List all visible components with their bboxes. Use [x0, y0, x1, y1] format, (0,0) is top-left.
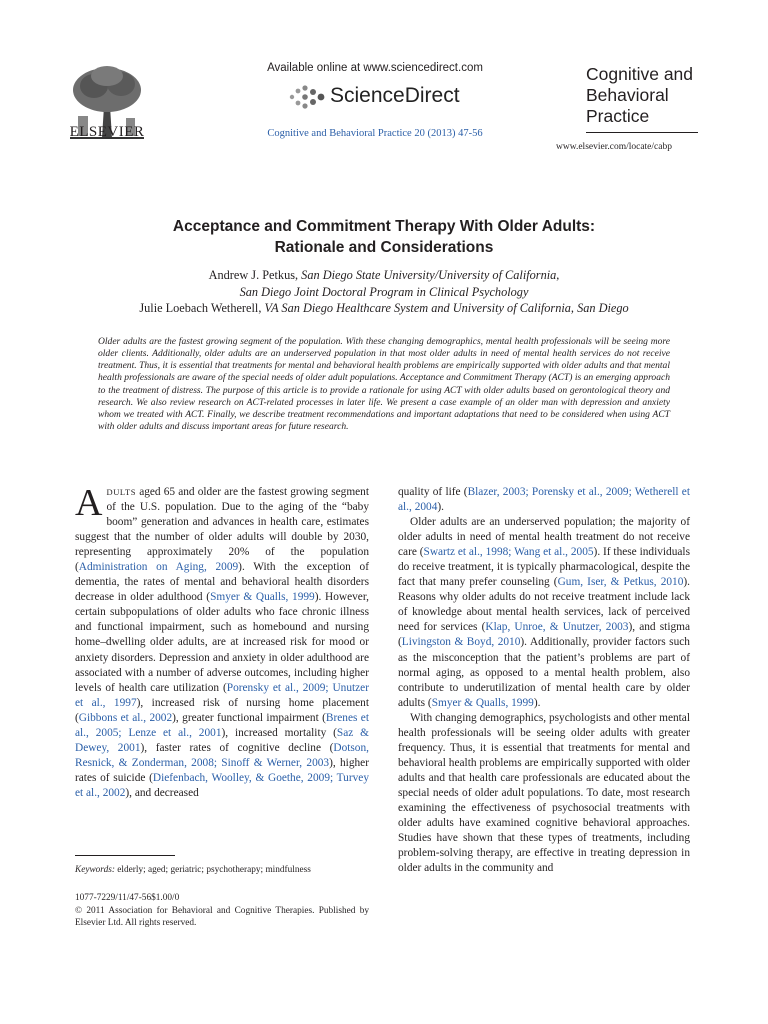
citation-link[interactable]: Administration on Aging, 2009 [78, 561, 239, 574]
citation-link[interactable]: Smyer & Qualls, 1999 [431, 696, 534, 709]
small-caps-lead: DULTS [106, 487, 137, 497]
citation-link[interactable]: Diefenbach, Woolley, & Goethe, 2009; Turvey et al., 2002 [75, 771, 370, 799]
paragraph-runs [75, 482, 370, 799]
body-column-right [398, 485, 690, 876]
text-run: ), higher rates of suicide ( [75, 756, 369, 784]
text-run: ), faster rates of cognitive decline ( [140, 741, 334, 754]
paragraph [398, 515, 690, 711]
author-block [80, 267, 688, 317]
footnote-divider [75, 855, 175, 856]
drop-cap: A [75, 482, 103, 524]
available-online-text[interactable]: Available online at www.sciencedirect.com [267, 62, 483, 74]
citation-link[interactable]: Dotson, Resnick, & Zonderman, 2008; Sinoff & Werner, 2003 [75, 741, 369, 769]
journal-url[interactable]: www.elsevier.com/locate/cabp [556, 142, 672, 152]
text-run: ), increased risk of nursing home placement ( [75, 696, 370, 724]
journal-divider [586, 132, 698, 133]
citation-link[interactable]: Swartz et al., 1998; Wang et al., 2005 [423, 546, 594, 559]
citation-link[interactable]: Klap, Unroe, & Unutzer, 2003 [485, 621, 629, 634]
text-run: ). [533, 696, 541, 709]
text-run: ), increased mortality ( [221, 726, 337, 739]
publisher-name: ELSEVIER [69, 124, 145, 140]
citation-link[interactable]: Saz & Dewey, 2001 [75, 726, 369, 754]
copyright-notice: © 2011 Association for Behavioral and Cognitive Therapies. Published by Elsevier Ltd. All rights reserved. [75, 906, 369, 928]
citation-link[interactable]: Smyer & Qualls, 1999 [210, 591, 315, 604]
text-run: ). However, certain subpopulations of older adults who face chronic illness and functional impairment, such as homebound and nursing home–dwelling older adults, are at increased risk for mood or anxiety disorders. Depression and anxiety in older adulthood are associated with a number of adverse outcomes, including higher levels of health care utilization ( [75, 591, 369, 694]
author-affiliation: San Diego State University/University of California, [301, 268, 560, 282]
paragraph: With changing demographics, psychologists and other mental health professionals will be seeing older adults with greater frequency. Thus, it is essential that treatments for mental and behavioral health problems are empirically supported with older adults and that health care professionals are educated about the special needs of older adult populations. To date, most research examining the effectiveness of psychosocial treatments with older adults have examined cognitive behavioral approaches. Studies have shown that these types of treatments, including problem-solving therapy, are effective in treating depression in older adults in the community and [398, 711, 690, 875]
keywords [75, 865, 369, 875]
citation-link[interactable]: Livingston & Boyd, 2010 [401, 636, 521, 649]
text-run: ). Reasons why older adults do not receive treatment include lack of knowledge about mental health services, lack of perceived need for services ( [398, 576, 691, 634]
citation-link[interactable]: Gum, Iser, & Petkus, 2010 [557, 576, 684, 589]
text-run: ), greater functional impairment ( [172, 711, 326, 724]
keywords-label: Keywords: [75, 865, 115, 875]
citation-link[interactable]: Brenes et al., 2005; Lenze et al., 2001 [75, 711, 369, 739]
journal-citation[interactable]: Cognitive and Behavioral Practice 20 (2013) 47-56 [267, 128, 483, 139]
text-run: ). If these individuals do receive treatment, it is typically pharmacological, despite the fact that many prefer counseling ( [398, 546, 690, 589]
article-title [80, 216, 688, 258]
paragraph [398, 485, 690, 515]
journal-title-line: Behavioral [586, 85, 669, 105]
text-run: quality of life ( [398, 486, 468, 498]
text-run: Older adults are an underserved population; the majority of older adults in need of mental health treatment do not receive care ( [398, 516, 690, 559]
journal-title [586, 64, 706, 127]
author-affiliation: VA San Diego Healthcare System and University of California, San Diego [264, 301, 629, 315]
text-run: ), and stigma ( [398, 621, 690, 649]
sciencedirect-wordmark[interactable]: ScienceDirect [330, 84, 460, 107]
text-run: ), and decreased [125, 786, 199, 799]
abstract: Older adults are the fastest growing segment of the population. With these changing demographics, mental health professionals will be seeing more older clients. Additionally, older adults are an underserved population in that most older adults in need of mental health services do not receive treatment. Thus, it is essential that treatments for mental and behavioral health problems are empirically supported with older adults and that mental health professionals are aware of the special needs of older adult populations. Acceptance and Commitment Therapy (ACT) is an emerging approach to the treatment of distress. The purpose of this article is to provide a rationale for using ACT with older adults based on gerontological theory and research. We also review research on ACT-related processes in later life. We present a case example of an older man with depression and anxiety whom we treated with ACT. Finally, we describe treatment recommendations and important adaptations that need to be considered when using ACT with older adults and discuss important areas for future research. [98, 336, 670, 433]
intro-paragraph [75, 482, 370, 801]
sciencedirect-dots-icon [288, 84, 328, 110]
journal-title-line: Practice [586, 106, 650, 126]
author-affiliation: San Diego Joint Doctoral Program in Clinical Psychology [239, 284, 529, 299]
text-run: ). With the exception of dementia, the rates of mental and behavioral health disorders decrease in older adulthood ( [75, 561, 370, 604]
title-line-1: Acceptance and Commitment Therapy With Older Adults: [172, 218, 596, 235]
journal-title-line: Cognitive and [586, 64, 694, 84]
author-name: Andrew J. Petkus, [208, 268, 302, 282]
text-run: ). Additionally, provider factors such as the misconception that the patient’s problems are part of normal aging, as opposed to a mental health problem, also contribute to underutilization of mental health care by older adults ( [398, 636, 690, 709]
issn-line: 1077-7229/11/47-56$1.00/0 [75, 893, 180, 903]
title-line-2: Rationale and Considerations [274, 239, 494, 256]
citation-link[interactable]: Porensky et al., 2009; Unutzer et al., 1997 [75, 681, 369, 709]
citation-link[interactable]: Gibbons et al., 2002 [78, 711, 173, 724]
body-column-left [75, 482, 370, 801]
citation-link[interactable]: Blazer, 2003; Porensky et al., 2009; Wetherell et al., 2004 [398, 486, 690, 514]
keywords-list: elderly; aged; geriatric; psychotherapy; mindfulness [114, 865, 311, 875]
author-name: Julie Loebach Wetherell, [139, 301, 265, 315]
text-run: aged 65 and older are the fastest growing segment of the U.S. population. Due to the aging of the “baby boom” generation and advances in health care, estimates suggest that the number of older adults will double by 2030, representing approximately 20% of the population ( [75, 486, 369, 574]
text-run: ). [437, 501, 445, 514]
